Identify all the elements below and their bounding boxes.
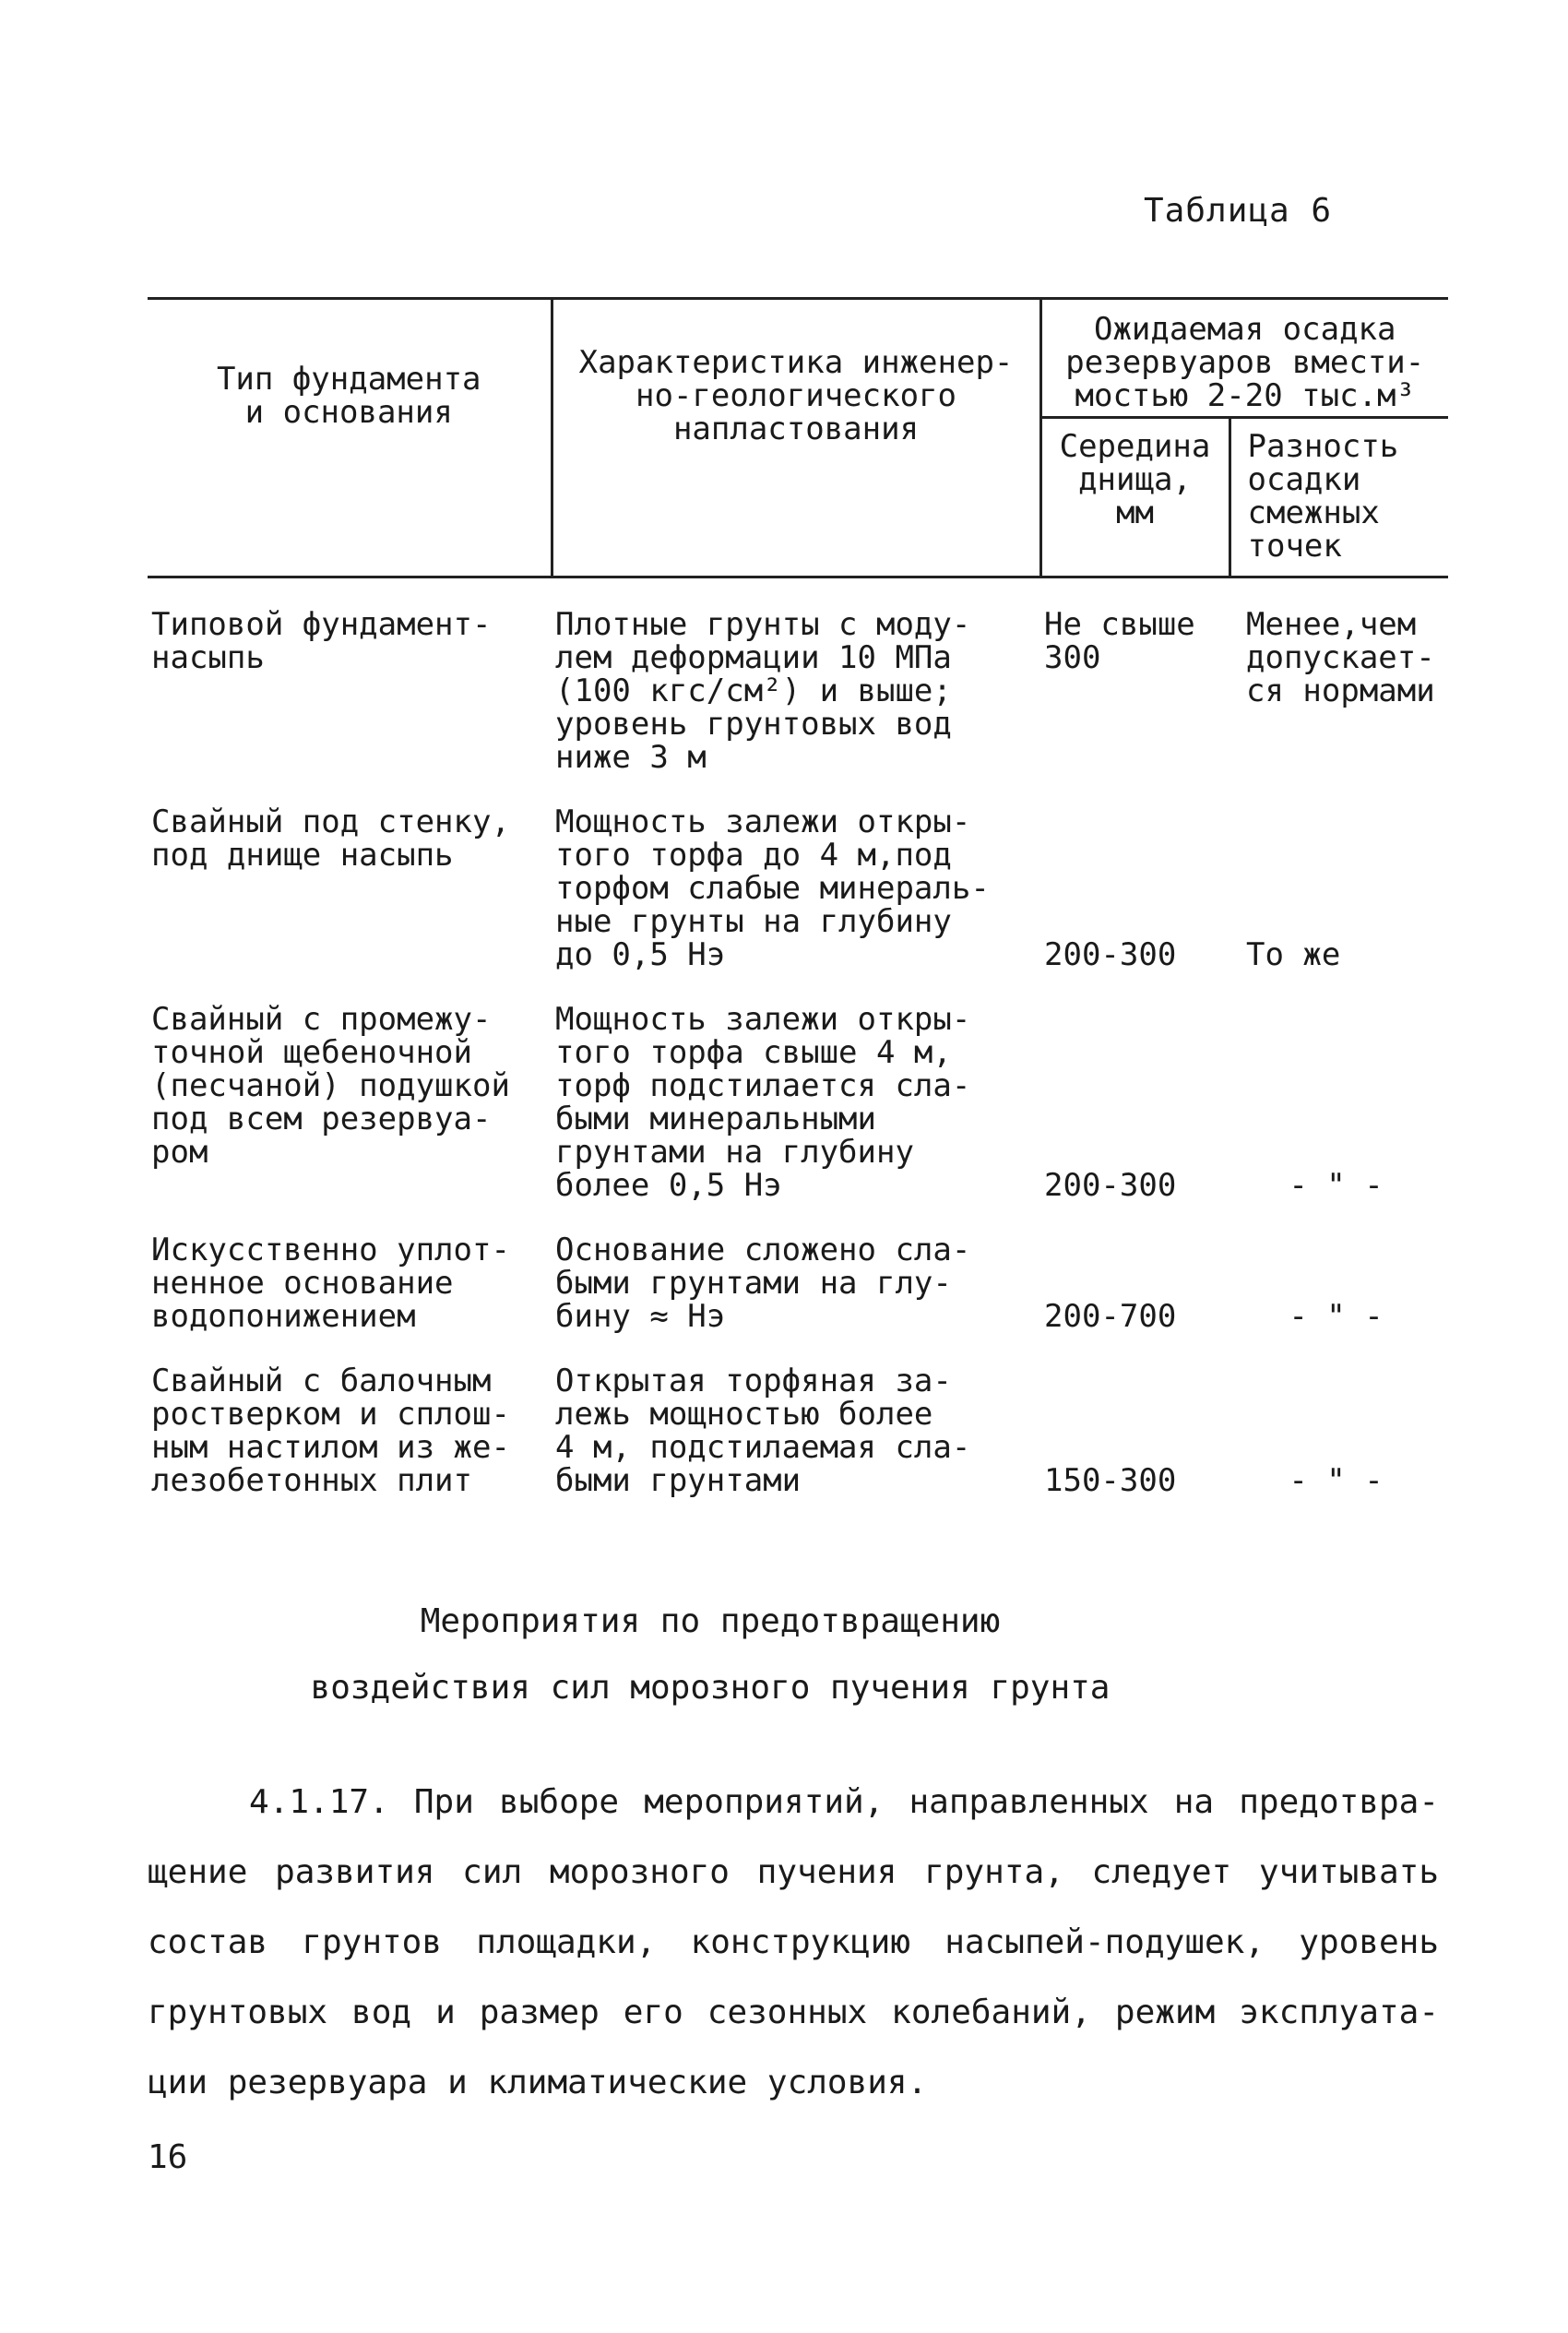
cell-characteristic: Мощность залежи откры- того торфа свыше 4 м, торф подстилается сла- быми минеральными грунтами на глубину более 0,5 Hэ: [555, 1001, 971, 1204]
cell-type: Свайный с промежу- точной щебеночной (песчаной) подушкой под всем резервуа- ром: [151, 1001, 510, 1171]
table-row: [148, 1364, 1448, 1529]
cell-settlement-difference: - " -: [1289, 1167, 1384, 1204]
settlement-table: [148, 297, 1448, 1529]
cell-type: Свайный с балочным ростверком и сплош- ным настилом из же- лезобетонных плит: [151, 1363, 510, 1499]
section-title: [0, 1589, 1420, 1721]
header-foundation-type: Тип фундамента и основания: [148, 299, 552, 577]
header-expected-settlement: Ожидаемая осадка резервуаров вмести- мостью 2-20 тыс.м³: [1040, 299, 1448, 418]
cell-bottom-center: 200-300: [1044, 1167, 1177, 1204]
body-paragraph: 4.1.17. При выборе мероприятий, направленных на предотвра-щение развития сил морозного пучения грунта, следует учитывать состав грунтов площадки, конструкцию насыпей-подушек, уровень грунтовых вод и размер его сезонных колебаний, режим эксплуата-ции резервуара и климатические условия.: [148, 1783, 1439, 2101]
page-number: 16: [148, 2138, 188, 2176]
cell-type: Свайный под стенку, под днище насыпь: [151, 803, 510, 874]
table-row: [148, 1233, 1448, 1364]
section-title-line: воздействия сил морозного пучения грунта: [310, 1669, 1111, 1707]
table-row: [148, 805, 1448, 1003]
cell-bottom-center: 200-700: [1044, 1298, 1177, 1335]
cell-bottom-center: Не свыше 300: [1044, 606, 1195, 676]
header-characteristic: Характеристика инженер- но-геологического напластования: [552, 299, 1040, 577]
table-row: [148, 577, 1448, 806]
cell-settlement-difference: То же: [1246, 936, 1341, 973]
cell-type: Искусственно уплот- ненное основание водопонижением: [151, 1232, 510, 1335]
table-caption: Таблица 6: [1144, 192, 1333, 230]
cell-settlement-difference: - " -: [1289, 1298, 1384, 1335]
cell-characteristic: Мощность залежи откры- того торфа до 4 м,под торфом слабые минераль- ные грунты на глубину до 0,5 Hэ: [555, 803, 990, 973]
cell-settlement-difference: - " -: [1289, 1462, 1384, 1499]
header-settlement-difference: Разность осадки смежных точек: [1229, 418, 1448, 577]
cell-bottom-center: 200-300: [1044, 936, 1177, 973]
cell-type: Типовой фундамент- насыпь: [151, 606, 492, 676]
cell-characteristic: Открытая торфяная за- лежь мощностью более 4 м, подстилаемая сла- быми грунтами: [555, 1363, 971, 1499]
cell-characteristic: Плотные грунты с моду- лем деформации 10 МПа (100 кгс/см²) и выше; уровень грунтовых вод ниже 3 м: [555, 606, 971, 776]
cell-settlement-difference: Менее,чем допускает- ся нормами: [1246, 606, 1435, 709]
cell-characteristic: Основание сложено сла- быми грунтами на глу- бину ≈ Hэ: [555, 1232, 971, 1335]
section-title-line: Мероприятия по предотвращению: [420, 1602, 1001, 1640]
cell-bottom-center: 150-300: [1044, 1462, 1177, 1499]
header-bottom-center: Середина днища, мм: [1040, 418, 1229, 577]
table-row: [148, 1003, 1448, 1233]
